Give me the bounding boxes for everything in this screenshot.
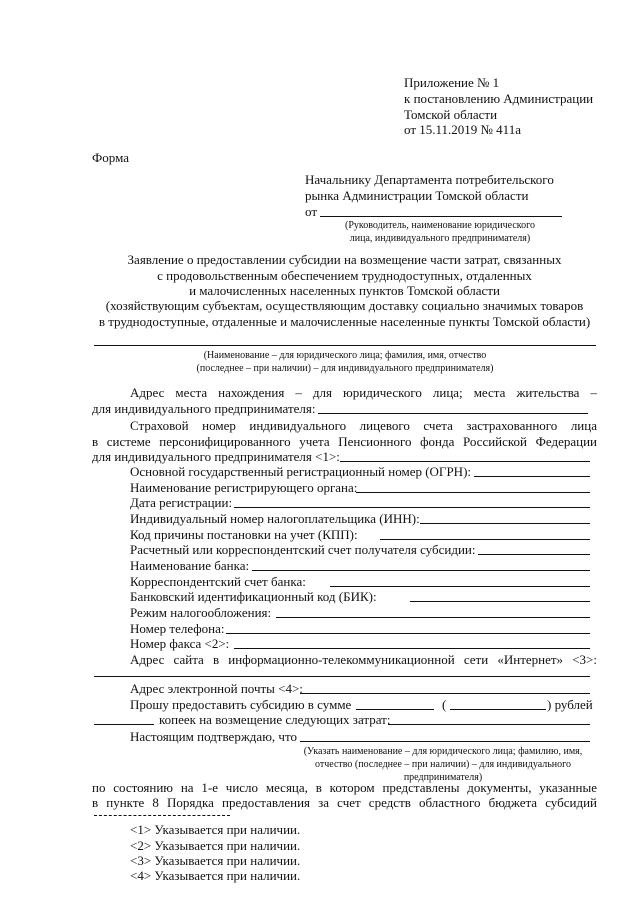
confirm-note-1: (Указать наименование – для юридического лица; фамилию, имя, — [303, 746, 583, 757]
from-label: от — [305, 204, 318, 219]
phone-label: Номер телефона: — [130, 621, 225, 636]
snils-label-a: Страховой номер индивидуального лицевого счета застрахованного лица — [130, 418, 597, 433]
kopecks-field[interactable] — [94, 724, 154, 725]
amount-words-field[interactable] — [450, 709, 546, 710]
snils-label-b: в системе персонифицированного учета Пенсионного фонда Российской Федерации — [92, 434, 597, 449]
address-field[interactable] — [318, 413, 588, 414]
appendix-line-4: от 15.11.2019 № 411а — [404, 122, 521, 137]
confirm-note-3: предпринимателя) — [403, 772, 483, 783]
form-label: Форма — [92, 150, 129, 165]
fax-field[interactable] — [234, 648, 590, 649]
from-field[interactable] — [320, 216, 562, 217]
appendix-line-3: Томской области — [404, 107, 498, 122]
addressee-note-1: (Руководитель, наименование юридического — [345, 220, 535, 231]
addressee-line-1: Начальнику Департамента потребительского — [305, 172, 554, 187]
kpp-field[interactable] — [380, 539, 590, 540]
title-line-4: (хозяйствующим субъектам, осуществляющим доставку социально значимых товаров — [105, 298, 584, 313]
costs-field[interactable] — [388, 724, 590, 725]
open-paren: ( — [442, 697, 447, 712]
corr-account-label: Корреспондентский счет банка: — [130, 574, 306, 589]
title-line-1: Заявление о предоставлении субсидии на возмещение части затрат, связанных — [127, 252, 562, 267]
footnote-1: <1> Указывается при наличии. — [130, 822, 301, 837]
footnote-separator — [94, 815, 230, 816]
corr-account-field[interactable] — [330, 586, 590, 587]
website-field[interactable] — [94, 676, 590, 677]
fax-label: Номер факса <2>: — [130, 636, 230, 651]
bik-label: Банковский идентификационный код (БИК): — [130, 589, 377, 604]
email-field[interactable] — [300, 693, 590, 694]
title-line-5: в труднодоступные, отдаленные и малочисленные населенные пункты Томской области) — [98, 314, 591, 329]
applicant-note-1: (Наименование – для юридического лица; фамилия, имя, отчество — [203, 350, 487, 361]
addressee-line-2: рынка Администрации Томской области — [305, 188, 529, 203]
appendix-line-1: Приложение № 1 — [404, 75, 500, 90]
confirm-note-2: отчество (последнее – при наличии) – для индивидуального — [314, 759, 571, 770]
request-label-a: Прошу предоставить субсидию в сумме — [130, 697, 352, 712]
kpp-label: Код причины постановки на учет (КПП): — [130, 527, 358, 542]
account-label: Расчетный или корреспондентский счет получателя субсидии: — [130, 542, 476, 557]
ogrn-field[interactable] — [474, 476, 590, 477]
amount-field[interactable] — [356, 709, 434, 710]
tax-regime-field[interactable] — [276, 617, 590, 618]
bank-field[interactable] — [252, 570, 590, 571]
request-rubles: ) рублей — [547, 697, 593, 712]
website-label: Адрес сайта в информационно-телекоммуникационной сети «Интернет» <3>: — [130, 652, 597, 667]
inn-field[interactable] — [420, 523, 590, 524]
bank-label: Наименование банка: — [130, 558, 250, 573]
reg-date-label: Дата регистрации: — [130, 495, 233, 510]
account-field[interactable] — [478, 554, 590, 555]
title-line-3: и малочисленных населенных пунктов Томской области — [189, 283, 500, 298]
footnote-2: <2> Указывается при наличии. — [130, 838, 301, 853]
address-label-a: Адрес места нахождения – для юридического лица; места жительства – — [130, 385, 597, 400]
applicant-note-2: (последнее – при наличии) – для индивидуального предпринимателя) — [196, 363, 494, 374]
applicant-name-field[interactable] — [94, 345, 596, 346]
reg-date-field[interactable] — [234, 507, 590, 508]
status-line-1: по состоянию на 1-е число месяца, в котором представлены документы, указанные — [92, 780, 597, 795]
request-label-b: копеек на возмещение следующих затрат: — [159, 712, 391, 727]
registrar-field[interactable] — [356, 492, 590, 493]
inn-label: Индивидуальный номер налогоплательщика (ИНН): — [130, 511, 420, 526]
title-line-2: с продовольственным обеспечением труднодоступных, отдаленных — [157, 268, 532, 283]
tax-regime-label: Режим налогообложения: — [130, 605, 272, 620]
bik-field[interactable] — [410, 601, 590, 602]
address-label-b: для индивидуального предпринимателя: — [92, 401, 316, 416]
confirm-field[interactable] — [300, 741, 590, 742]
footnote-3: <3> Указывается при наличии. — [130, 853, 301, 868]
registrar-label: Наименование регистрирующего органа: — [130, 480, 358, 495]
status-line-2: в пункте 8 Порядка предоставления за счет средств областного бюджета субсидий — [92, 795, 597, 810]
phone-field[interactable] — [226, 633, 590, 634]
snils-field[interactable] — [340, 461, 590, 462]
confirm-label: Настоящим подтверждаю, что — [130, 729, 297, 744]
snils-label-c: для индивидуального предпринимателя <1>: — [92, 449, 340, 464]
ogrn-label: Основной государственный регистрационный номер (ОГРН): — [130, 464, 472, 479]
appendix-line-2: к постановлению Администрации — [404, 91, 594, 106]
email-label: Адрес электронной почты <4>: — [130, 681, 303, 696]
addressee-note-2: лица, индивидуального предпринимателя) — [349, 233, 531, 244]
footnote-4: <4> Указывается при наличии. — [130, 868, 301, 883]
